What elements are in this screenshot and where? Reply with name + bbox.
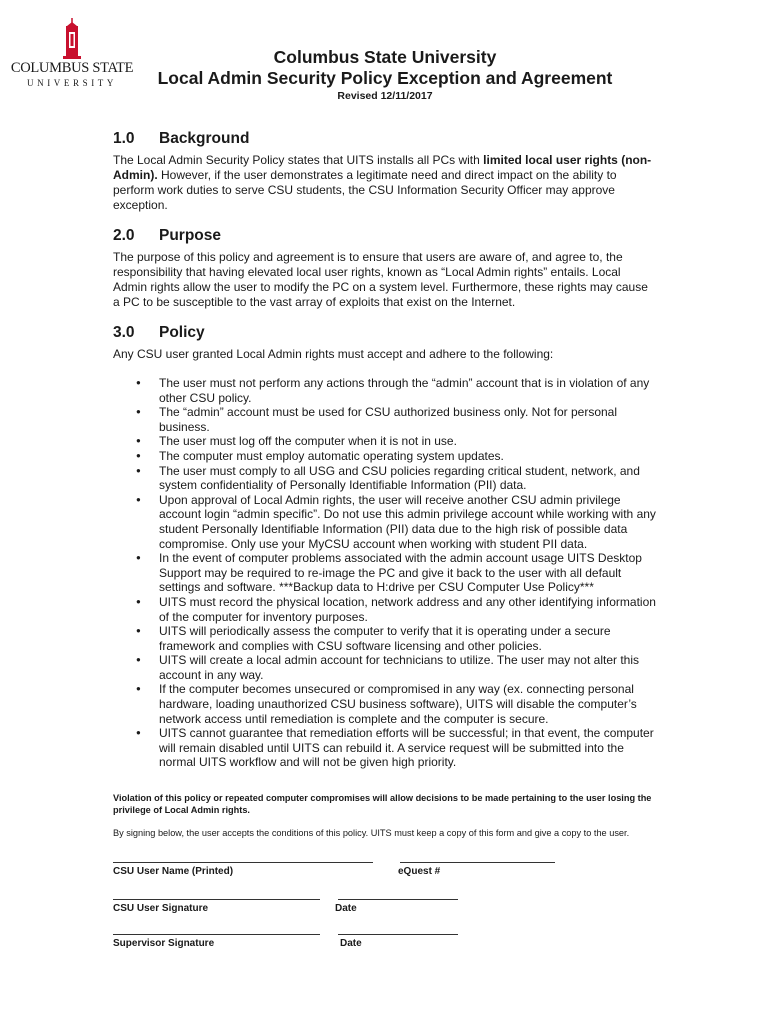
purpose-paragraph: The purpose of this policy and agreement is to ensure that users are aware of, and agree to, the responsibility that having elevated local user rights, known as “Local Admin rights” entails. Local Admin rights allow the user to modify the PC on a system level. Furthermore, these rights may cause a PC to be susceptible to the vast array of exploits that exist on the Internet. <box>113 250 648 309</box>
section-title: Purpose <box>159 227 222 244</box>
background-bold-text: limited local user rights (non-Admin). <box>113 153 652 182</box>
list-item: ● The user must not perform any actions through the “admin” account that is in violation of any other CSU policy. <box>113 376 658 405</box>
section-number: 2.0 <box>113 227 135 244</box>
user-name-label: CSU User Name (Printed) <box>113 866 234 877</box>
background-paragraph <box>113 153 653 213</box>
violation-warning: Violation of this policy or repeated computer compromises will allow decisions to be made pertaining to the user losing the privilege of Local Admin rights. <box>113 793 652 815</box>
logo-name: COLUMBUS STATE <box>10 60 134 76</box>
supervisor-date-label: Date <box>340 938 362 949</box>
tower-icon <box>58 18 86 60</box>
section-number: 3.0 <box>113 324 135 341</box>
user-signature-line[interactable] <box>113 899 320 900</box>
policy-intro: Any CSU user granted Local Admin rights must accept and adhere to the following: <box>113 347 554 361</box>
list-item: ● UITS cannot guarantee that remediation efforts will be successful; in that event, the computer will remain disabled until UITS can rebuild it. A service request will be submitted into the normal UITS workflow and will not be given high priority. <box>113 726 658 770</box>
list-item: ● UITS will periodically assess the computer to verify that it is operating under a secure framework and complies with CSU software licensing and other policies. <box>113 624 658 653</box>
user-signature-label: CSU User Signature <box>113 903 209 914</box>
list-item: ● If the computer becomes unsecured or compromised in any way (ex. connecting personal hardware, loading unauthorized CSU business software), UITS will disable the computer’s network access until remediation is complete and the computer is secure. <box>113 682 658 726</box>
university-logo <box>8 18 136 96</box>
user-name-line[interactable] <box>113 862 373 863</box>
supervisor-signature-label: Supervisor Signature <box>113 938 215 949</box>
document-subtitle: Local Admin Security Policy Exception and Agreement <box>157 68 613 88</box>
background-text-cont: However, if the user demonstrates a legitimate need and direct impact on the ability to perform work duties to serve CSU students, the CSU Information Security Officer may approve exception. <box>113 168 617 212</box>
signing-note: By signing below, the user accepts the conditions of this policy. UITS must keep a copy of this form and give a copy to the user. <box>113 828 630 838</box>
list-item: ● The “admin” account must be used for CSU authorized business only. Not for personal business. <box>113 405 658 434</box>
section-title: Background <box>159 130 250 147</box>
revision-date: Revised 12/11/2017 <box>337 90 433 102</box>
list-item: ● The computer must employ automatic operating system updates. <box>113 449 658 464</box>
section-title: Policy <box>159 324 205 341</box>
list-item: ● Upon approval of Local Admin rights, the user will receive another CSU admin privilege account login “admin specific”. Do not use this admin privilege account while working with any student Personally Identifiable Information (PII) data due to the high risk of possible data compromise. Only use your MyCSU account when working with student PII data. <box>113 493 658 551</box>
section-purpose-heading <box>113 227 221 245</box>
logo-subtitle: UNIVERSITY <box>27 78 117 88</box>
date-label: Date <box>335 903 357 914</box>
supervisor-date-line[interactable] <box>338 934 458 935</box>
list-item: ● UITS must record the physical location, network address and any other identifying information of the computer for inventory purposes. <box>113 595 658 624</box>
date-line[interactable] <box>338 899 458 900</box>
list-item: ● The user must log off the computer when it is not in use. <box>113 434 658 449</box>
equest-label: eQuest # <box>398 866 441 877</box>
background-text: The Local Admin Security Policy states that UITS installs all PCs with <box>113 153 484 167</box>
supervisor-signature-line[interactable] <box>113 934 320 935</box>
list-item: ● In the event of computer problems associated with the admin account usage UITS Desktop Support may be required to re-image the PC and give it back to the user with all default settings and software. ***Backup data to H:drive per CSU Computer Use Policy*** <box>113 551 658 595</box>
document-title: Columbus State University <box>273 47 497 67</box>
section-number: 1.0 <box>113 130 135 147</box>
list-item: ● The user must comply to all USG and CSU policies regarding critical student, network, and system confidentiality of Personally Identifiable Information (PII) data. <box>113 464 658 493</box>
list-item: ● UITS will create a local admin account for technicians to utilize. The user may not alter this account in any way. <box>113 653 658 682</box>
section-background-heading <box>113 130 249 148</box>
equest-line[interactable] <box>400 862 555 863</box>
section-policy-heading <box>113 324 205 342</box>
policy-list <box>113 376 658 770</box>
